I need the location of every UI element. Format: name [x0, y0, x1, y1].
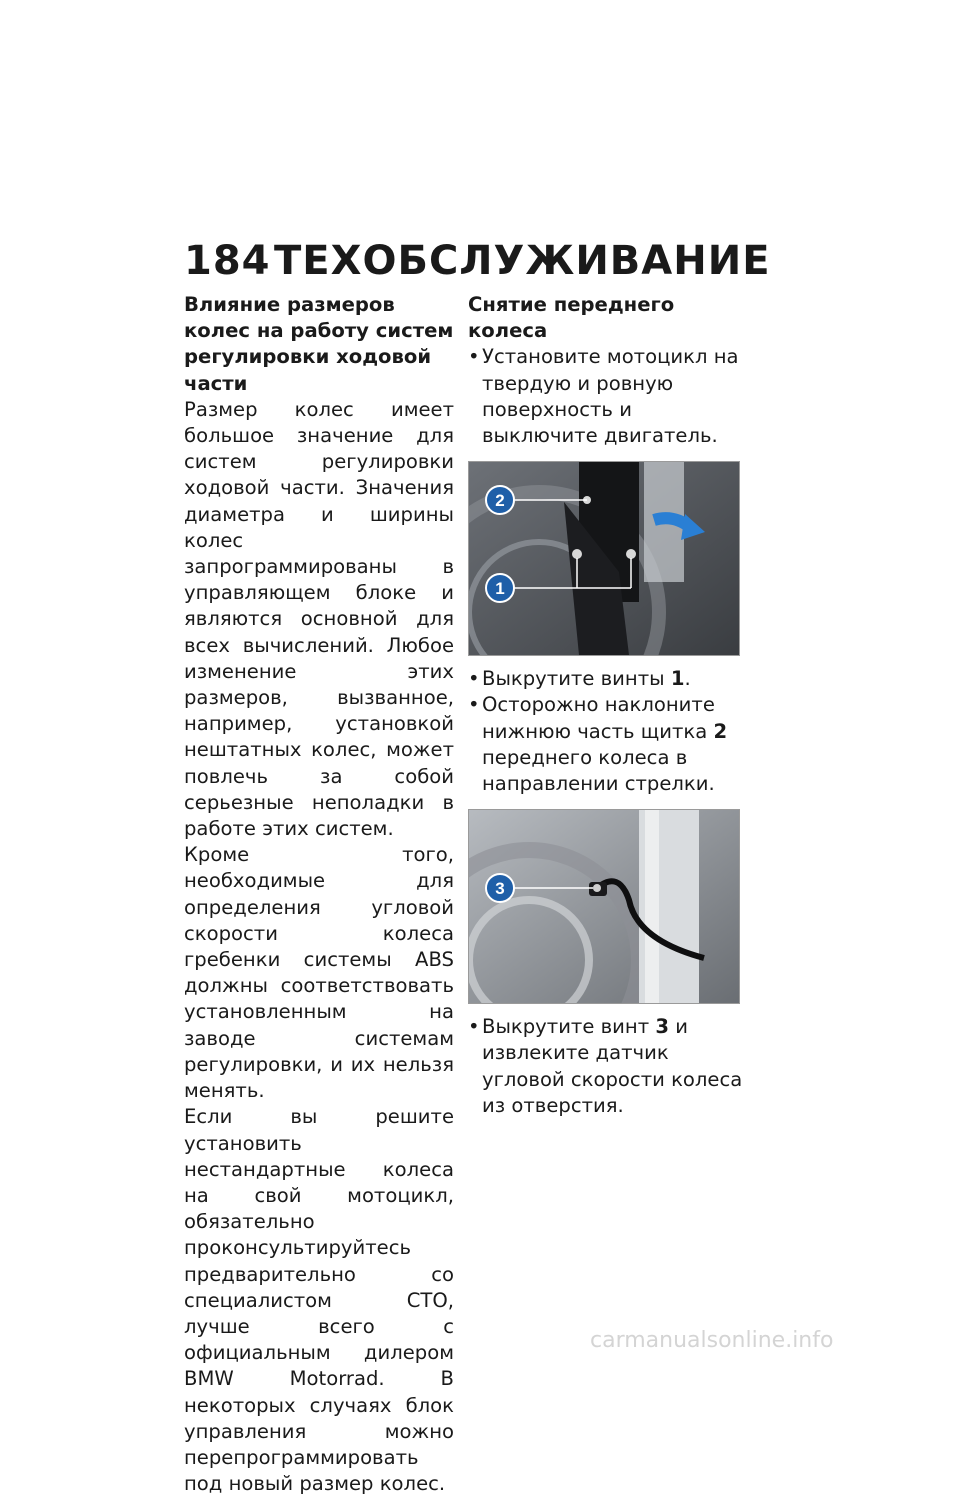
- figure-abs-sensor: [468, 809, 740, 1004]
- right-column: [468, 292, 744, 1119]
- section-heading-front-wheel-removal: Снятие переднего колеса: [468, 293, 675, 343]
- steps-list-3: [468, 1014, 744, 1119]
- step-item: • Выкрутите винты 1.: [468, 666, 744, 692]
- page-header: [184, 238, 771, 284]
- left-column: [184, 292, 454, 1497]
- steps-list-2: [468, 666, 744, 797]
- callout-3: [486, 874, 514, 902]
- watermark: carmanualsonline.info: [590, 1328, 834, 1353]
- step-item: • Установите мотоцикл на твердую и ровную поверхность и выключите двигатель.: [468, 344, 744, 449]
- steps-list-1: [468, 344, 744, 449]
- heading-line: регулировки ходовой части: [184, 345, 432, 395]
- paragraph-wheel-size: Размер колес имеет большое значение для систем регулировки ходовой части. Значения диаметра и ширины колес запрограммированы в управляющем блоке и являются основной для всех вычислений. Любое изменение этих размеров, вызванное, например, установкой нештатных колес, может повлечь за собой серьезные неполадки в работе этих систем.: [184, 397, 454, 841]
- svg-text:1: 1: [495, 579, 505, 599]
- section-heading-wheel-size: [184, 292, 454, 397]
- paragraph-dealer: Если вы решите установить нестандартные колеса на свой мотоцикл, обязательно проконсультируйтесь предварительно со специалистом СТО, лучше всего с официальным дилером BMW Motorrad. В некоторых случаях блок управления можно перепрограммировать под новый размер колес.: [184, 1105, 454, 1496]
- chapter-title: ТЕХОБСЛУЖИВАНИЕ: [274, 238, 771, 284]
- figure-fork-fender: [468, 461, 740, 656]
- callout-2: [486, 486, 514, 514]
- heading-line: Влияние размеров: [184, 293, 395, 316]
- svg-text:3: 3: [495, 879, 505, 899]
- callout-1: [486, 574, 514, 602]
- step-item: • Осторожно наклоните нижнюю часть щитка 2 переднего колеса в направлении стрелки.: [468, 692, 744, 797]
- page-number: 184: [184, 238, 271, 284]
- paragraph-abs: Кроме того, необходимые для определения угловой скорости колеса гребенки системы ABS должны соответствовать установленным на заводе системам регулировки, и их нельзя менять.: [184, 843, 454, 1103]
- svg-text:2: 2: [495, 491, 505, 511]
- step-item: • Выкрутите винт 3 и извлеките датчик угловой скорости колеса из отверстия.: [468, 1014, 744, 1119]
- heading-line: колес на работу систем: [184, 319, 454, 343]
